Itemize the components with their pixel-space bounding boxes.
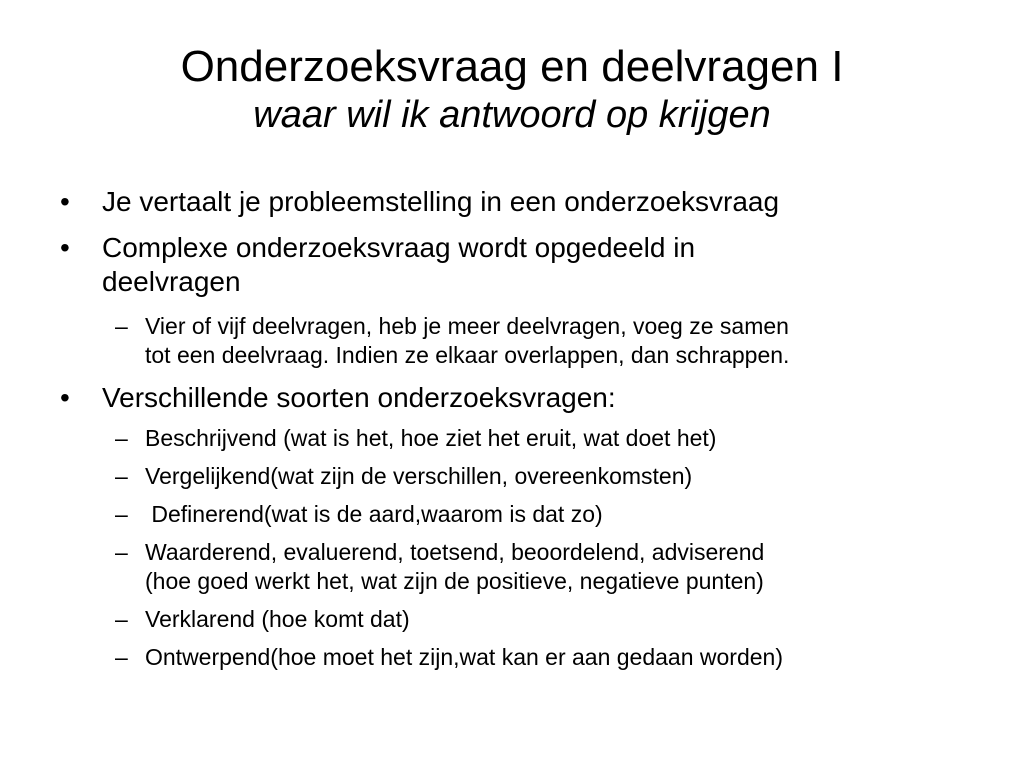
sub-bullet-line: Verklarend (hoe komt dat) [145,606,410,632]
bullet-line: Verschillende soorten onderzoeksvragen: [102,382,616,413]
bullet-marker: • [60,382,70,413]
sub-bullet-text [145,538,764,596]
sub-bullet-line: (hoe goed werkt het, wat zijn de positieve, negatieve punten) [145,568,764,594]
sub-bullet-line: Beschrijvend (wat is het, hoe ziet het eruit, wat doet het) [145,425,717,451]
sub-bullet-text [145,424,716,453]
sub-bullet-marker: – [115,425,128,451]
sub-bullet-line: Definerend(wat is de aard,waarom is dat zo) [145,501,603,527]
bullet-marker: • [60,186,70,217]
sub-bullet-line: Vergelijkend(wat zijn de verschillen, overeenkomsten) [145,463,693,489]
sub-bullet-marker: – [115,313,128,339]
bullet-line: deelvragen [102,266,241,297]
bullet-text [102,185,779,219]
bullet-text [102,231,695,299]
sub-bullet-marker: – [115,539,128,565]
bullet-line: Complexe onderzoeksvraag wordt opgedeeld in [102,232,696,263]
sub-bullet-text [145,643,783,672]
bullet-line: Je vertaalt je probleemstelling in een onderzoeksvraag [102,186,780,217]
sub-bullet-text [145,312,789,370]
sub-bullet-marker: – [115,644,128,670]
sub-bullet-text [145,605,410,634]
sub-bullet-marker: – [115,501,128,527]
slide-subtitle: waar wil ik antwoord op krijgen [253,94,771,136]
sub-bullet-marker: – [115,463,128,489]
sub-bullet-text [145,462,692,491]
slide-title: Onderzoeksvraag en deelvragen I [180,42,844,91]
sub-bullet-text [145,500,603,529]
bullet-text [102,381,616,415]
sub-bullet-line: Vier of vijf deelvragen, heb je meer deelvragen, voeg ze samen [145,313,789,339]
bullet-marker: • [60,232,70,263]
sub-bullet-line: Waarderend, evaluerend, toetsend, beoordelend, adviserend [145,539,765,565]
sub-bullet-marker: – [115,606,128,632]
sub-bullet-line: Ontwerpend(hoe moet het zijn,wat kan er aan gedaan worden) [145,644,784,670]
sub-bullet-line: tot een deelvraag. Indien ze elkaar overlappen, dan schrappen. [145,342,790,368]
